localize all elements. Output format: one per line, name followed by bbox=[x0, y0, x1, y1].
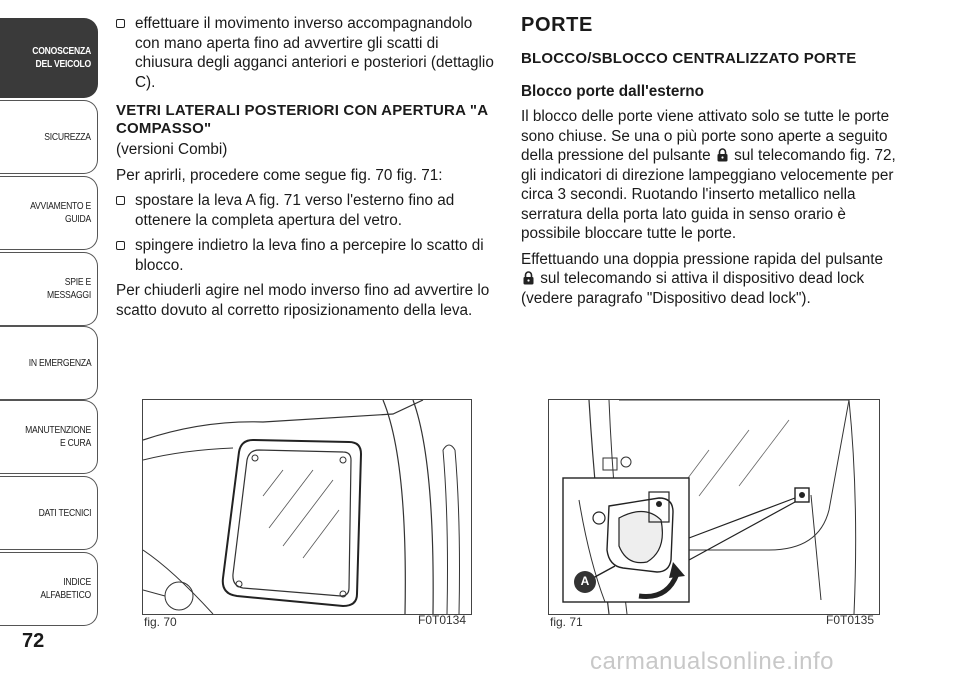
tab-conoscenza-del-veicolo[interactable]: CONOSCENZA DEL VEICOLO bbox=[0, 18, 98, 98]
page-number: 72 bbox=[22, 630, 45, 652]
section-heading: BLOCCO/SBLOCCO CENTRALIZZATO PORTE bbox=[521, 49, 857, 67]
window-lever-illustration bbox=[549, 400, 879, 614]
section-heading: VETRI LATERALI POSTERIORI CON APERTURA "A COMPASSO" bbox=[116, 102, 488, 137]
figure-code: F0T0135 bbox=[826, 613, 875, 627]
figure-caption: fig. 71 bbox=[550, 615, 583, 629]
checkbox-bullet-icon bbox=[116, 241, 125, 250]
tab-spie-e-messaggi[interactable]: SPIE E MESSAGGI bbox=[0, 252, 98, 326]
checkbox-bullet-icon bbox=[116, 19, 125, 28]
bullet-item: spingere indietro la leva fino a percepire lo scatto di blocco. bbox=[116, 236, 496, 275]
bullet-item: spostare la leva A fig. 71 verso l'esterno fino ad ottenere la completa apertura del vetro. bbox=[116, 191, 496, 230]
callout-label-a: A bbox=[580, 574, 590, 588]
tab-avviamento-e-guida[interactable]: AVVIAMENTO E GUIDA bbox=[0, 176, 98, 250]
figure-caption: fig. 70 bbox=[144, 615, 177, 629]
checkbox-bullet-icon bbox=[116, 196, 125, 205]
tab-dati-tecnici[interactable]: DATI TECNICI bbox=[0, 476, 98, 550]
intro-paragraph: Per aprirli, procedere come segue fig. 70 fig. 71: bbox=[116, 166, 443, 184]
rear-side-window-illustration bbox=[143, 400, 471, 614]
watermark: carmanualsonline.info bbox=[590, 648, 834, 675]
paragraph-dead-lock: Effettuando una doppia pressione rapida del pulsante sul telecomando si attiva il dispositivo dead lock (vedere paragrafo "Dispositivo dead lock"). bbox=[521, 250, 884, 307]
figure-code: F0T0134 bbox=[418, 613, 467, 627]
bullet-item: effettuare il movimento inverso accompagnandolo con mano aperta fino ad avvertire gli scatti di chiusura degli agganci anteriori e posteriori (dettaglio C). bbox=[116, 14, 496, 92]
left-column bbox=[116, 14, 496, 326]
lock-icon bbox=[717, 148, 728, 162]
figure-window-lever bbox=[548, 399, 880, 615]
tab-indice-alfabetico[interactable]: INDICE ALFABETICO bbox=[0, 552, 98, 626]
tab-in-emergenza[interactable]: IN EMERGENZA bbox=[0, 326, 98, 400]
paragraph-lock: Il blocco delle porte viene attivato solo se tutte le porte sono chiuse. Se una o più porte sono aperte a seguito della pressione del pulsante sul telecomando fig. 72, gli indicatori di direzione lampeggiano velocemente per circa 3 secondi. Ruotando l'inserto metallico nella serratura della porta lato guida in senso orario è possibile bloccare tutte le porte. bbox=[521, 108, 896, 242]
right-column bbox=[521, 14, 906, 314]
tab-sicurezza[interactable]: SICUREZZA bbox=[0, 100, 98, 174]
tab-manutenzione-e-cura[interactable]: MANUTENZIONE E CURA bbox=[0, 400, 98, 474]
lock-icon bbox=[523, 271, 534, 285]
subsection-heading: Blocco porte dall'esterno bbox=[521, 82, 704, 100]
chapter-sidebar bbox=[0, 0, 100, 640]
closing-paragraph: Per chiuderli agire nel modo inverso fino ad avvertire lo scatto dovuto al corretto riposizionamento della leva. bbox=[116, 282, 490, 319]
figure-rear-window bbox=[142, 399, 472, 615]
chapter-title: PORTE bbox=[521, 14, 593, 36]
version-note: (versioni Combi) bbox=[116, 141, 228, 158]
